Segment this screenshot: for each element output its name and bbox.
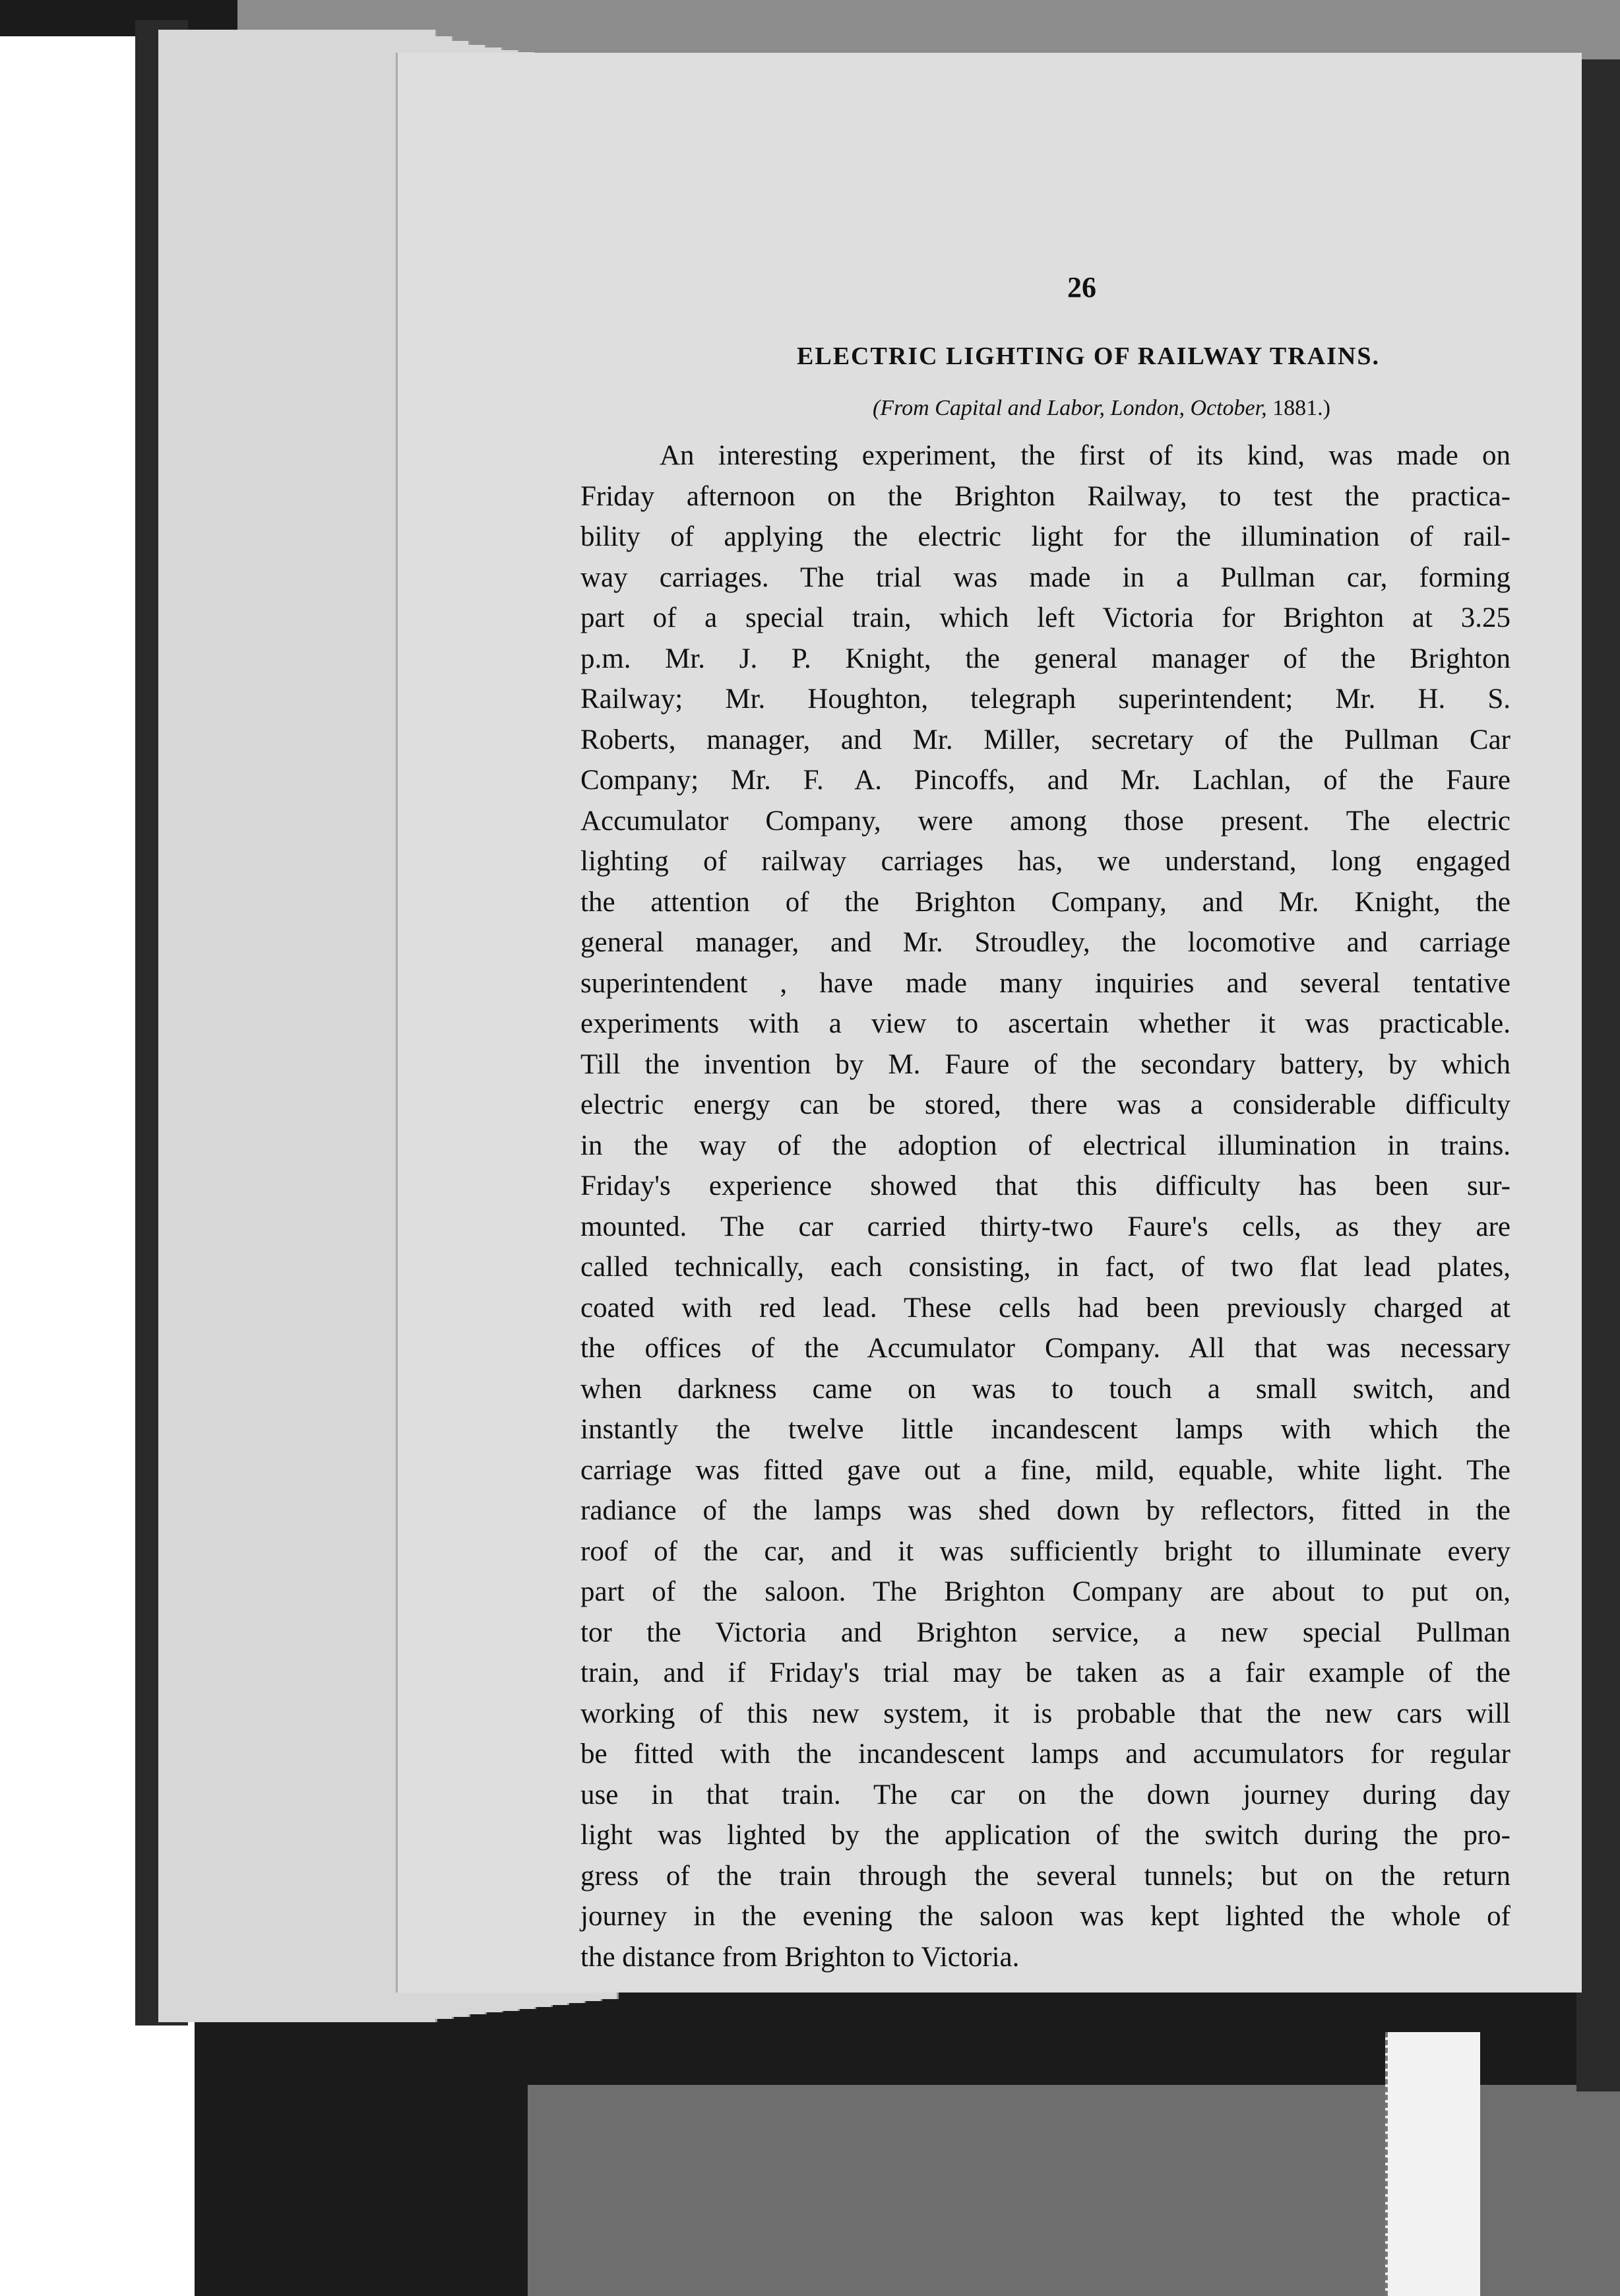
article-source <box>739 396 1464 421</box>
text-line: working of this new system, it is probable that the new cars will <box>580 1698 1511 1729</box>
text-line: bility of applying the electric light for the illumination of rail- <box>580 521 1511 552</box>
text-line: lighting of railway carriages has, we understand, long engaged <box>580 846 1511 877</box>
text-line: way carriages. The trial was made in a Pullman car, forming <box>580 561 1511 593</box>
text-line: experiments with a view to ascertain whether it was practicable. <box>580 1008 1511 1039</box>
source-year: 1881.) <box>1272 396 1330 420</box>
text-line: Friday afternoon on the Brighton Railway, to test the practica- <box>580 480 1511 512</box>
text-line: radiance of the lamps was shed down by reflectors, fitted in the <box>580 1495 1511 1526</box>
text-line: coated with red lead. These cells had been previously charged at <box>580 1292 1511 1323</box>
text-line: Accumulator Company, were among those present. The electric <box>580 805 1511 837</box>
text-line: Roberts, manager, and Mr. Miller, secretary of the Pullman Car <box>580 724 1511 755</box>
text-line: called technically, each consisting, in fact, of two flat lead plates, <box>580 1252 1511 1283</box>
text-line: the distance from Brighton to Victoria. <box>580 1941 1020 1973</box>
text-line: journey in the evening the saloon was kept lighted the whole of <box>580 1901 1511 1932</box>
page-number: 26 <box>1067 271 1096 303</box>
text-line: Till the invention by M. Faure of the secondary battery, by which <box>580 1048 1511 1080</box>
text-line: carriage was fitted gave out a fine, mild, equable, white light. The <box>580 1454 1511 1486</box>
text-line: use in that train. The car on the down journey during day <box>580 1779 1511 1810</box>
text-line: An interesting experiment, the first of its kind, was made on <box>660 440 1511 471</box>
text-line: in the way of the adoption of electrical illumination in trains. <box>580 1130 1511 1161</box>
text-line: the offices of the Accumulator Company. All that was necessary <box>580 1333 1511 1364</box>
text-line: p.m. Mr. J. P. Knight, the general manager of the Brighton <box>580 643 1511 674</box>
paper-tab <box>1385 2032 1480 2296</box>
text-line: Company; Mr. F. A. Pincoffs, and Mr. Lachlan, of the Faure <box>580 765 1511 796</box>
text-line: Railway; Mr. Houghton, telegraph superintendent; Mr. H. S. <box>580 684 1511 715</box>
text-line: be fitted with the incandescent lamps and accumulators for regular <box>580 1738 1511 1770</box>
text-line: when darkness came on was to touch a small switch, and <box>580 1373 1511 1405</box>
text-line: superintendent , have made many inquiries and several tentative <box>580 967 1511 999</box>
article-body <box>580 435 1511 1977</box>
text-line: roof of the car, and it was sufficiently bright to illuminate every <box>580 1535 1511 1567</box>
text-line: general manager, and Mr. Stroudley, the locomotive and carriage <box>580 927 1511 958</box>
text-line: Friday's experience showed that this difficulty has been sur- <box>580 1170 1511 1201</box>
text-line: gress of the train through the several tunnels; but on the return <box>580 1860 1511 1892</box>
text-line: part of the saloon. The Brighton Company are about to put on, <box>580 1576 1511 1607</box>
text-line: electric energy can be stored, there was a considerable difficulty <box>580 1089 1511 1120</box>
text-line: part of a special train, which left Victoria for Brighton at 3.25 <box>580 602 1511 633</box>
book-cover-right <box>1576 59 1620 2091</box>
text-line: instantly the twelve little incandescent lamps with which the <box>580 1414 1511 1445</box>
text-line: light was lighted by the application of the switch during the pro- <box>580 1820 1511 1851</box>
text-line: train, and if Friday's trial may be taken as a fair example of the <box>580 1657 1511 1688</box>
source-citation: (From Capital and Labor, London, October, <box>873 396 1267 420</box>
text-line: mounted. The car carried thirty-two Faure's cells, as they are <box>580 1211 1511 1242</box>
text-line: the attention of the Brighton Company, and Mr. Knight, the <box>580 886 1511 918</box>
article-title: ELECTRIC LIGHTING OF RAILWAY TRAINS. <box>797 342 1380 370</box>
text-line: tor the Victoria and Brighton service, a new special Pullman <box>580 1616 1511 1648</box>
